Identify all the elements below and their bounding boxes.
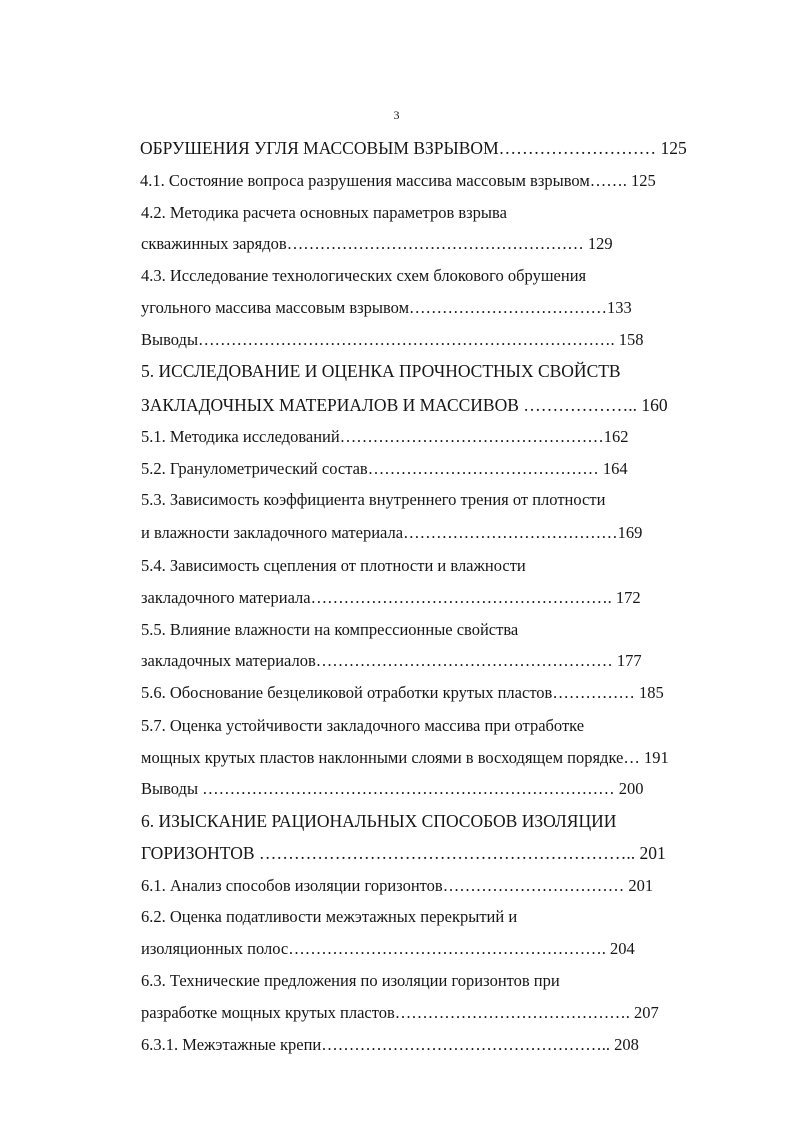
toc-line-20: Выводы ………………………………………………………………… 200 [141,779,644,798]
toc-line-1: 4.1. Состояние вопроса разрушения массива массовым взрывом……. 125 [140,171,656,190]
toc-line-26: 6.3. Технические предложения по изоляции горизонтов при [141,971,560,990]
toc-line-17: 5.6. Обоснование безцеликовой отработки крутых пластов…………… 185 [141,683,664,702]
toc-line-6: Выводы…………………………………………………………………. 158 [141,330,644,349]
page-number: 3 [393,108,400,122]
toc-line-15: 5.5. Влияние влажности на компрессионные свойства [141,620,519,639]
toc-line-21: 6. ИЗЫСКАНИЕ РАЦИОНАЛЬНЫХ СПОСОБОВ ИЗОЛЯЦИИ [141,811,617,831]
toc-line-10: 5.2. Гранулометрический состав…………………………………… 164 [141,459,628,478]
toc-line-25: изоляционных полос…………………………………………………. 204 [141,939,635,958]
toc-line-16: закладочных материалов……………………………………………… 177 [141,651,642,670]
toc-line-8: ЗАКЛАДОЧНЫХ МАТЕРИАЛОВ И МАССИВОВ ……………….. 160 [141,395,668,415]
toc-line-2: 4.2. Методика расчета основных параметров взрыва [141,203,507,222]
toc-line-18: 5.7. Оценка устойчивости закладочного массива при отработке [141,716,585,735]
toc-line-7: 5. ИССЛЕДОВАНИЕ И ОЦЕНКА ПРОЧНОСТНЫХ СВОЙСТВ [141,361,621,381]
toc-line-11: 5.3. Зависимость коэффициента внутреннего трения от плотности [141,490,606,509]
toc-line-14: закладочного материала………………………………………………. 172 [141,588,641,607]
toc-line-24: 6.2. Оценка податливости межэтажных перекрытий и [141,907,518,926]
toc-line-12: и влажности закладочного материала…………………………………169 [141,523,643,542]
toc-line-23: 6.1. Анализ способов изоляции горизонтов…………………………… 201 [141,876,654,895]
toc-line-0: ОБРУШЕНИЯ УГЛЯ МАССОВЫМ ВЗРЫВОМ……………………… 125 [140,138,687,158]
toc-line-9: 5.1. Методика исследований…………………………………………162 [141,427,629,446]
toc-line-5: угольного массива массовым взрывом………………………………133 [141,298,632,317]
toc-line-4: 4.3. Исследование технологических схем блокового обрушения [141,266,587,285]
toc-line-28: 6.3.1. Межэтажные крепи…………………………………………….. 208 [141,1035,639,1054]
toc-line-13: 5.4. Зависимость сцепления от плотности и влажности [141,556,526,575]
toc-line-3: скважинных зарядов……………………………………………… 129 [141,234,613,253]
toc-line-27: разработке мощных крутых пластов……………………………………. 207 [141,1003,659,1022]
toc-line-22: ГОРИЗОНТОВ ……………………………………………………….. 201 [141,843,666,863]
toc-line-19: мощных крутых пластов наклонными слоями в восходящем порядке… 191 [141,748,669,767]
